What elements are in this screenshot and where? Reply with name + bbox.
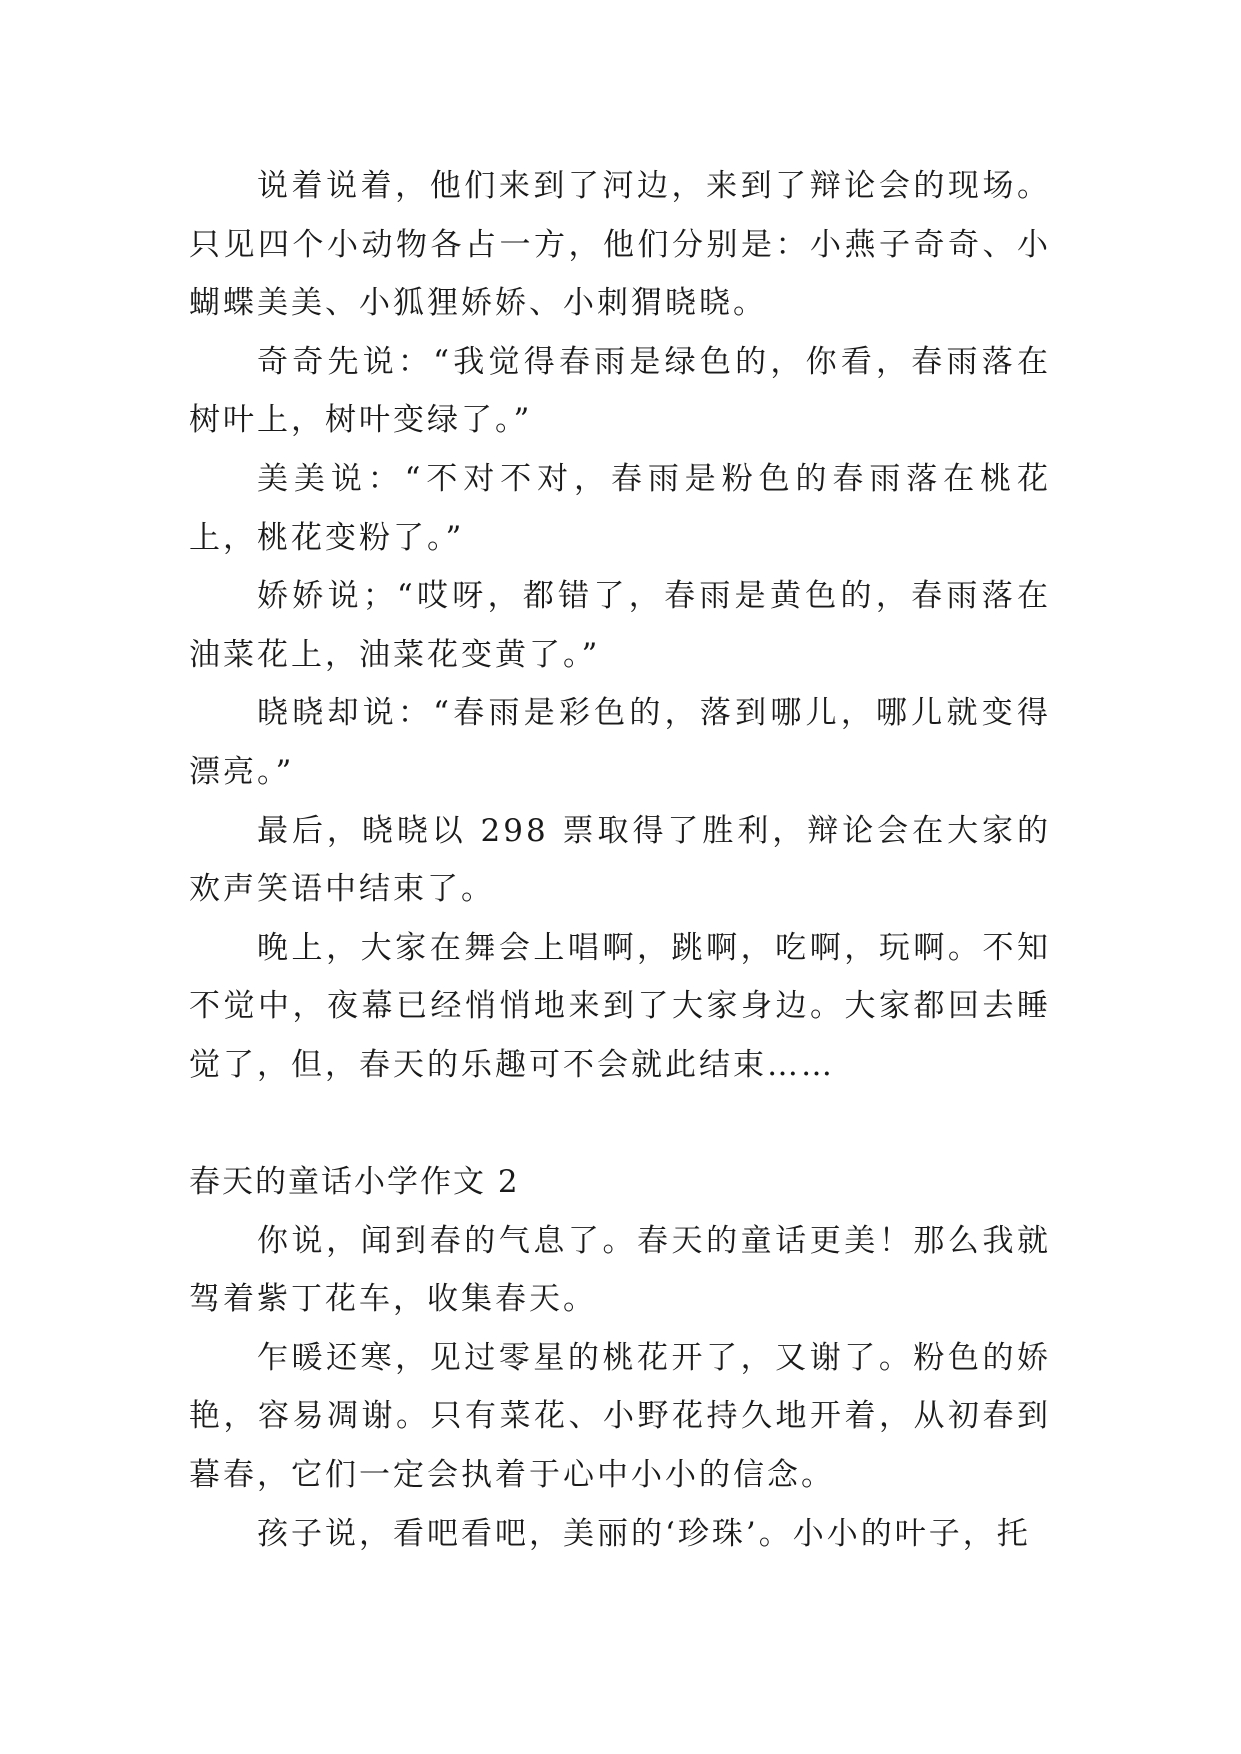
paragraph: 娇娇说；“哎呀，都错了，春雨是黄色的，春雨落在油菜花上，油菜花变黄了。” [189,578,1051,673]
paragraph: 说着说着，他们来到了河边，来到了辩论会的现场。只见四个小动物各占一方，他们分别是：小燕子奇奇、小蝴蝶美美、小狐狸娇娇、小刺猬晓晓。 [189,168,1051,322]
section-gap [189,1095,1051,1154]
document-body [189,157,1051,1563]
paragraph: 晓晓却说：“春雨是彩色的，落到哪儿，哪儿就变得漂亮。” [189,695,1051,790]
paragraph: 你说，闻到春的气息了。春天的童话更美！那么我就驾着紫丁花车，收集春天。 [189,1222,1051,1318]
section-title: 春天的童话小学作文 2 [189,1164,520,1201]
paragraph: 最后，晓晓以 298 票取得了胜利，辩论会在大家的欢声笑语中结束了。 [189,812,1051,908]
paragraph: 乍暖还寒，见过零星的桃花开了，又谢了。粉色的娇艳，容易凋谢。只有菜花、小野花持久地开着，从初春到暮春，它们一定会执着于心中小小的信念。 [189,1339,1051,1494]
paragraph: 孩子说，看吧看吧，美丽的‘珍珠’。小小的叶子，托 [257,1515,1031,1552]
paragraph: 美美说：“不对不对，春雨是粉色的春雨落在桃花上，桃花变粉了。” [189,460,1051,556]
paragraph: 奇奇先说：“我觉得春雨是绿色的，你看，春雨落在树叶上，树叶变绿了。” [189,343,1051,439]
paragraph: 晚上，大家在舞会上唱啊，跳啊，吃啊，玩啊。不知不觉中，夜幕已经悄悄地来到了大家身边。大家都回去睡觉了，但，春天的乐趣可不会就此结束…… [189,929,1051,1083]
